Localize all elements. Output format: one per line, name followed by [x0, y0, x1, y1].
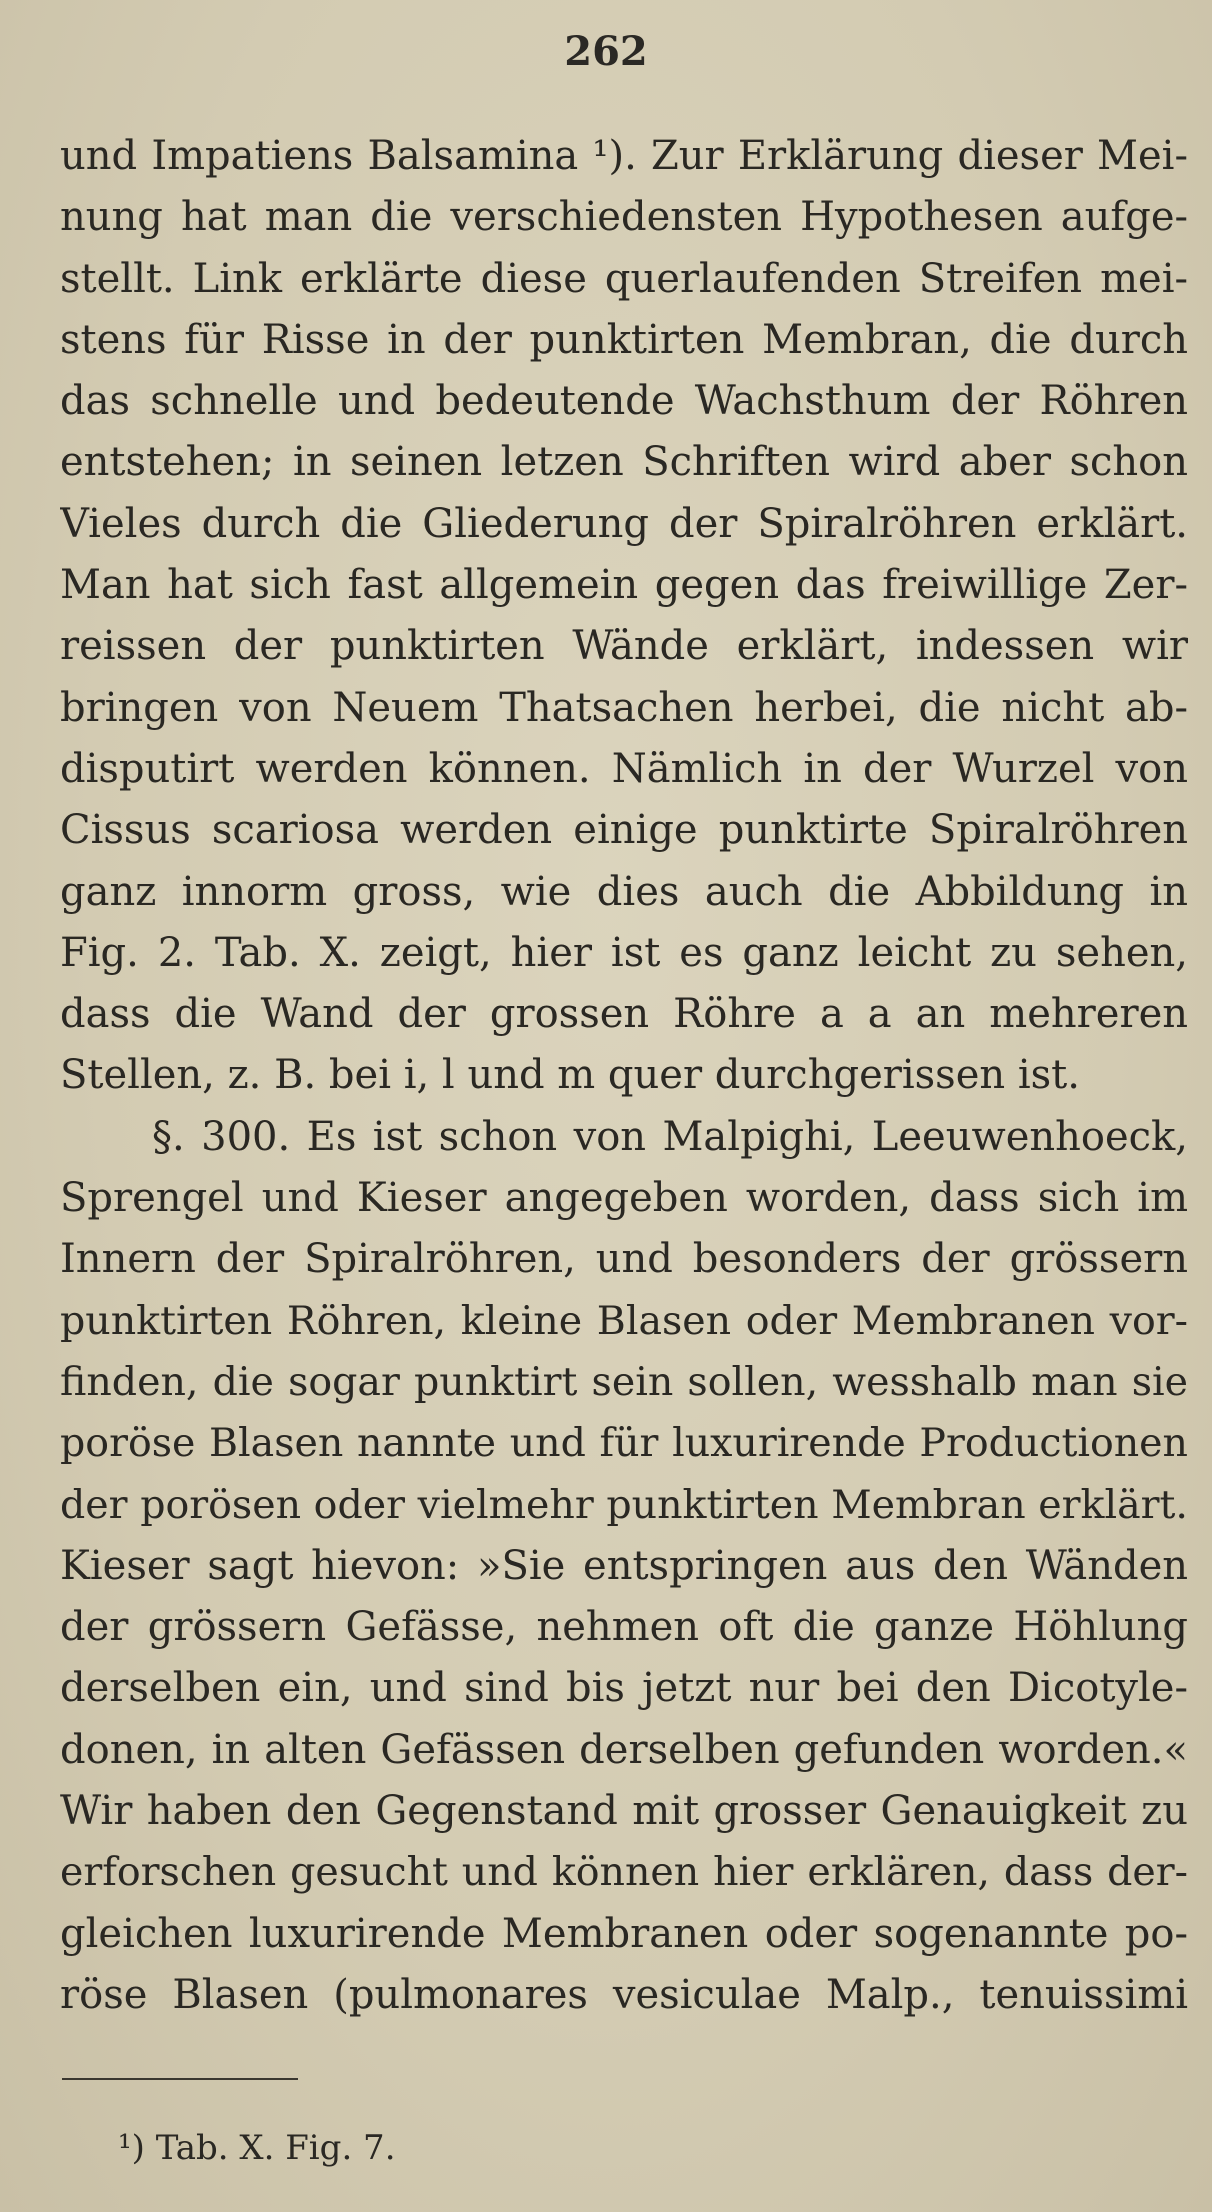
text-line: disputirt werden können. Nämlich in der Wurzel von [60, 745, 1188, 792]
text-line: gleichen luxurirende Membranen oder sogenannte po- [60, 1910, 1188, 1957]
text-line: Innern der Spiralröhren, und besonders der grössern [60, 1236, 1188, 1283]
text-line: stellt. Link erklärte diese querlaufenden Streifen mei- [60, 255, 1188, 302]
text-line: Stellen, z. B. bei i, l und m quer durchgerissen ist. [60, 1052, 1080, 1099]
text-line: und Impatiens Balsamina ¹). Zur Erklärung dieser Mei- [60, 133, 1188, 179]
text-line: Man hat sich fast allgemein gegen das freiwillige Zer- [60, 562, 1188, 609]
footnote: ¹) Tab. X. Fig. 7. [118, 2128, 396, 2168]
text-line: donen, in alten Gefässen derselben gefunden worden.« [60, 1726, 1188, 1773]
text-line: der grössern Gefässe, nehmen oft die ganze Höhlung [60, 1604, 1188, 1651]
section-heading-line: §. 300. Es ist schon von Malpighi, Leeuwenhoeck, [152, 1113, 1188, 1160]
text-line: Vieles durch die Gliederung der Spiralröhren erklärt. [60, 500, 1188, 547]
text-line: nung hat man die verschiedensten Hypothesen aufge- [60, 194, 1188, 241]
page-number: 262 [564, 28, 648, 75]
text-line: ganz innorm gross, wie dies auch die Abbildung in [60, 868, 1188, 915]
text-line: poröse Blasen nannte und für luxurirende Productionen [60, 1420, 1188, 1467]
text-line: bringen von Neuem Thatsachen herbei, die nicht ab- [60, 684, 1188, 731]
body-text [60, 126, 1188, 2026]
text-line: Kieser sagt hievon: »Sie entspringen aus den Wänden [60, 1542, 1188, 1589]
text-line: Fig. 2. Tab. X. zeigt, hier ist es ganz leicht zu sehen, [60, 929, 1188, 976]
text-line: punktirten Röhren, kleine Blasen oder Membranen vor- [60, 1297, 1188, 1344]
text-line: Wir haben den Gegenstand mit grosser Genauigkeit zu [60, 1788, 1188, 1835]
text-line: das schnelle und bedeutende Wachsthum der Röhren [60, 378, 1188, 425]
text-line: Sprengel und Kieser angegeben worden, dass sich im [60, 1175, 1188, 1222]
text-line: finden, die sogar punktirt sein sollen, wesshalb man sie [60, 1358, 1188, 1405]
text-line: entstehen; in seinen letzen Schriften wird aber schon [60, 439, 1188, 486]
text-line: röse Blasen (pulmonares vesiculae Malp., tenuissimi [60, 1971, 1188, 2018]
text-line: erforschen gesucht und können hier erklären, dass der- [60, 1849, 1188, 1896]
text-line: reissen der punktirten Wände erklärt, indessen wir [60, 623, 1188, 670]
text-line: stens für Risse in der punktirten Membran, die durch [60, 316, 1188, 363]
text-line: dass die Wand der grossen Röhre a a an mehreren [60, 991, 1188, 1038]
text-line: Cissus scariosa werden einige punktirte Spiralröhren [60, 807, 1188, 854]
footnote-divider [62, 2078, 298, 2080]
text-line: derselben ein, und sind bis jetzt nur bei den Dicotyle- [60, 1665, 1188, 1712]
text-line: der porösen oder vielmehr punktirten Membran erklärt. [60, 1481, 1188, 1528]
